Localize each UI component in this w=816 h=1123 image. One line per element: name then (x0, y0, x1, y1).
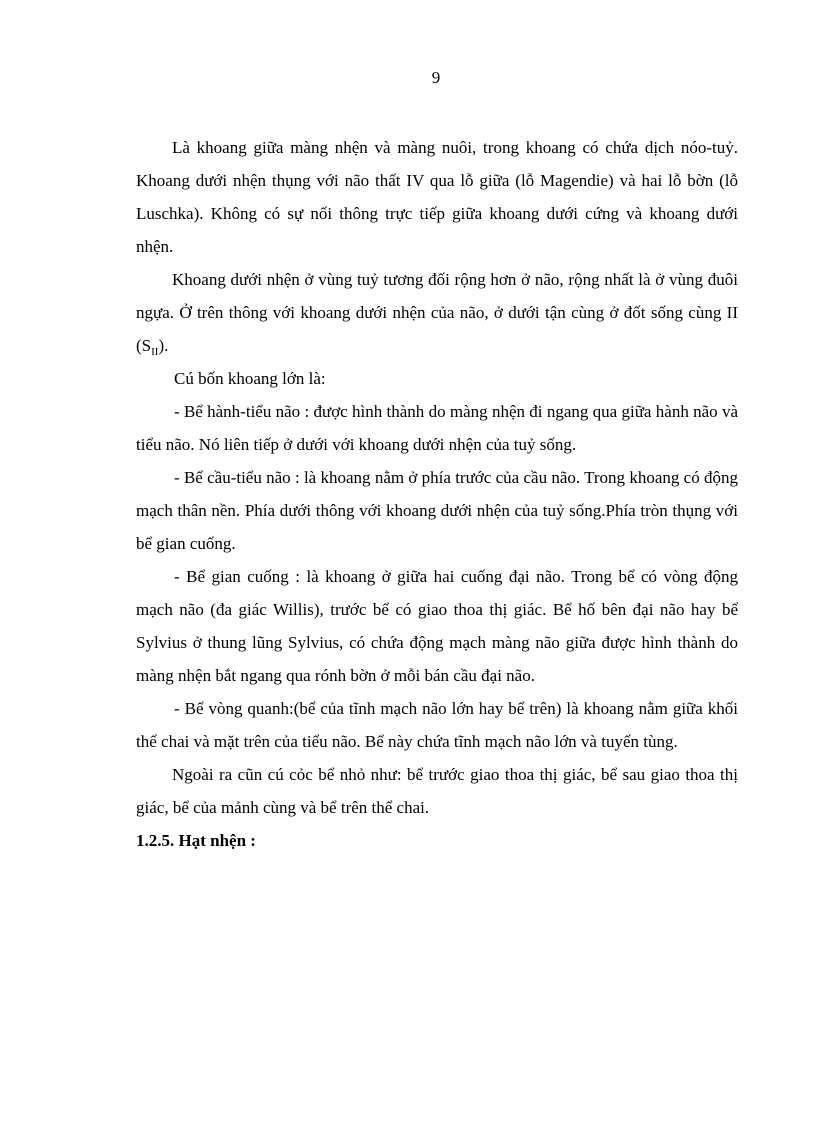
paragraph-arachnoid-space: Là khoang giữa màng nhện và màng nuôi, trong khoang có chứa dịch nóo-tuỷ. Khoang dưới nhện thụng với não thất IV qua lỗ giữa (lỗ Magendie) và hai lỗ bờn (lỗ Luschka). Không có sự nối thông trực tiếp giữa khoang dưới cứng và khoang dưới nhện. (136, 138, 738, 256)
list-item-pontine-cistern: - Bể cầu-tiểu não : là khoang nằm ở phía trước của cầu não. Trong khoang có động mạch thân nền. Phía dưới thông với khoang dưới nhện của tuỷ sống.Phía tròn thụng với bể gian cuống. (136, 468, 738, 553)
paragraph-spinal-text: Khoang dưới nhện ở vùng tuỷ tương đối rộng hơn ở não, rộng nhất là ở vùng đuôi ngựa. Ở trên thông với khoang dưới nhện của não, ở dưới tận cùng ở đốt sống cùng II (S (136, 270, 738, 355)
page-number: 9 (431, 68, 441, 87)
list-item-ambient-cistern: - Bể vòng quanh:(bể của tĩnh mạch não lớn hay bể trên) là khoang nằm giữa khối thể chai và mặt trên của tiểu não. Bể này chứa tĩnh mạch não lớn và tuyến tùng. (136, 699, 738, 751)
paragraph-spinal-end: ). (158, 336, 169, 355)
subscript-ii: II (151, 346, 159, 358)
paragraph-four-cisterns: Cú bốn khoang lớn là: (174, 369, 326, 388)
paragraph-other-cisterns: Ngoài ra cũn cú cỏc bể nhỏ như: bể trước giao thoa thị giác, bể sau giao thoa thị giác, bể của mảnh cùng và bể trên thể chai. (136, 765, 738, 817)
list-item-cisterna-magna: - Bể hành-tiểu não : được hình thành do màng nhện đi ngang qua giữa hành não và tiểu não. Nó liên tiếp ở dưới với khoang dưới nhện của tuỷ sống. (136, 402, 738, 454)
document-body (136, 131, 738, 857)
section-heading: 1.2.5. Hạt nhện : (136, 831, 256, 850)
paragraph-spinal-space (136, 263, 738, 362)
list-item-interpeduncular-cistern: - Bể gian cuống : là khoang ở giữa hai cuống đại não. Trong bể có vòng động mạch não (đa giác Willis), trước bể có giao thoa thị giác. Bể hố bên đại não hay bể Sylvius ở thung lũng Sylvius, có chứa động mạch màng não giữa được hình thành do màng nhện bắt ngang qua rónh bờn ở mỗi bán cầu đại não. (136, 567, 738, 685)
